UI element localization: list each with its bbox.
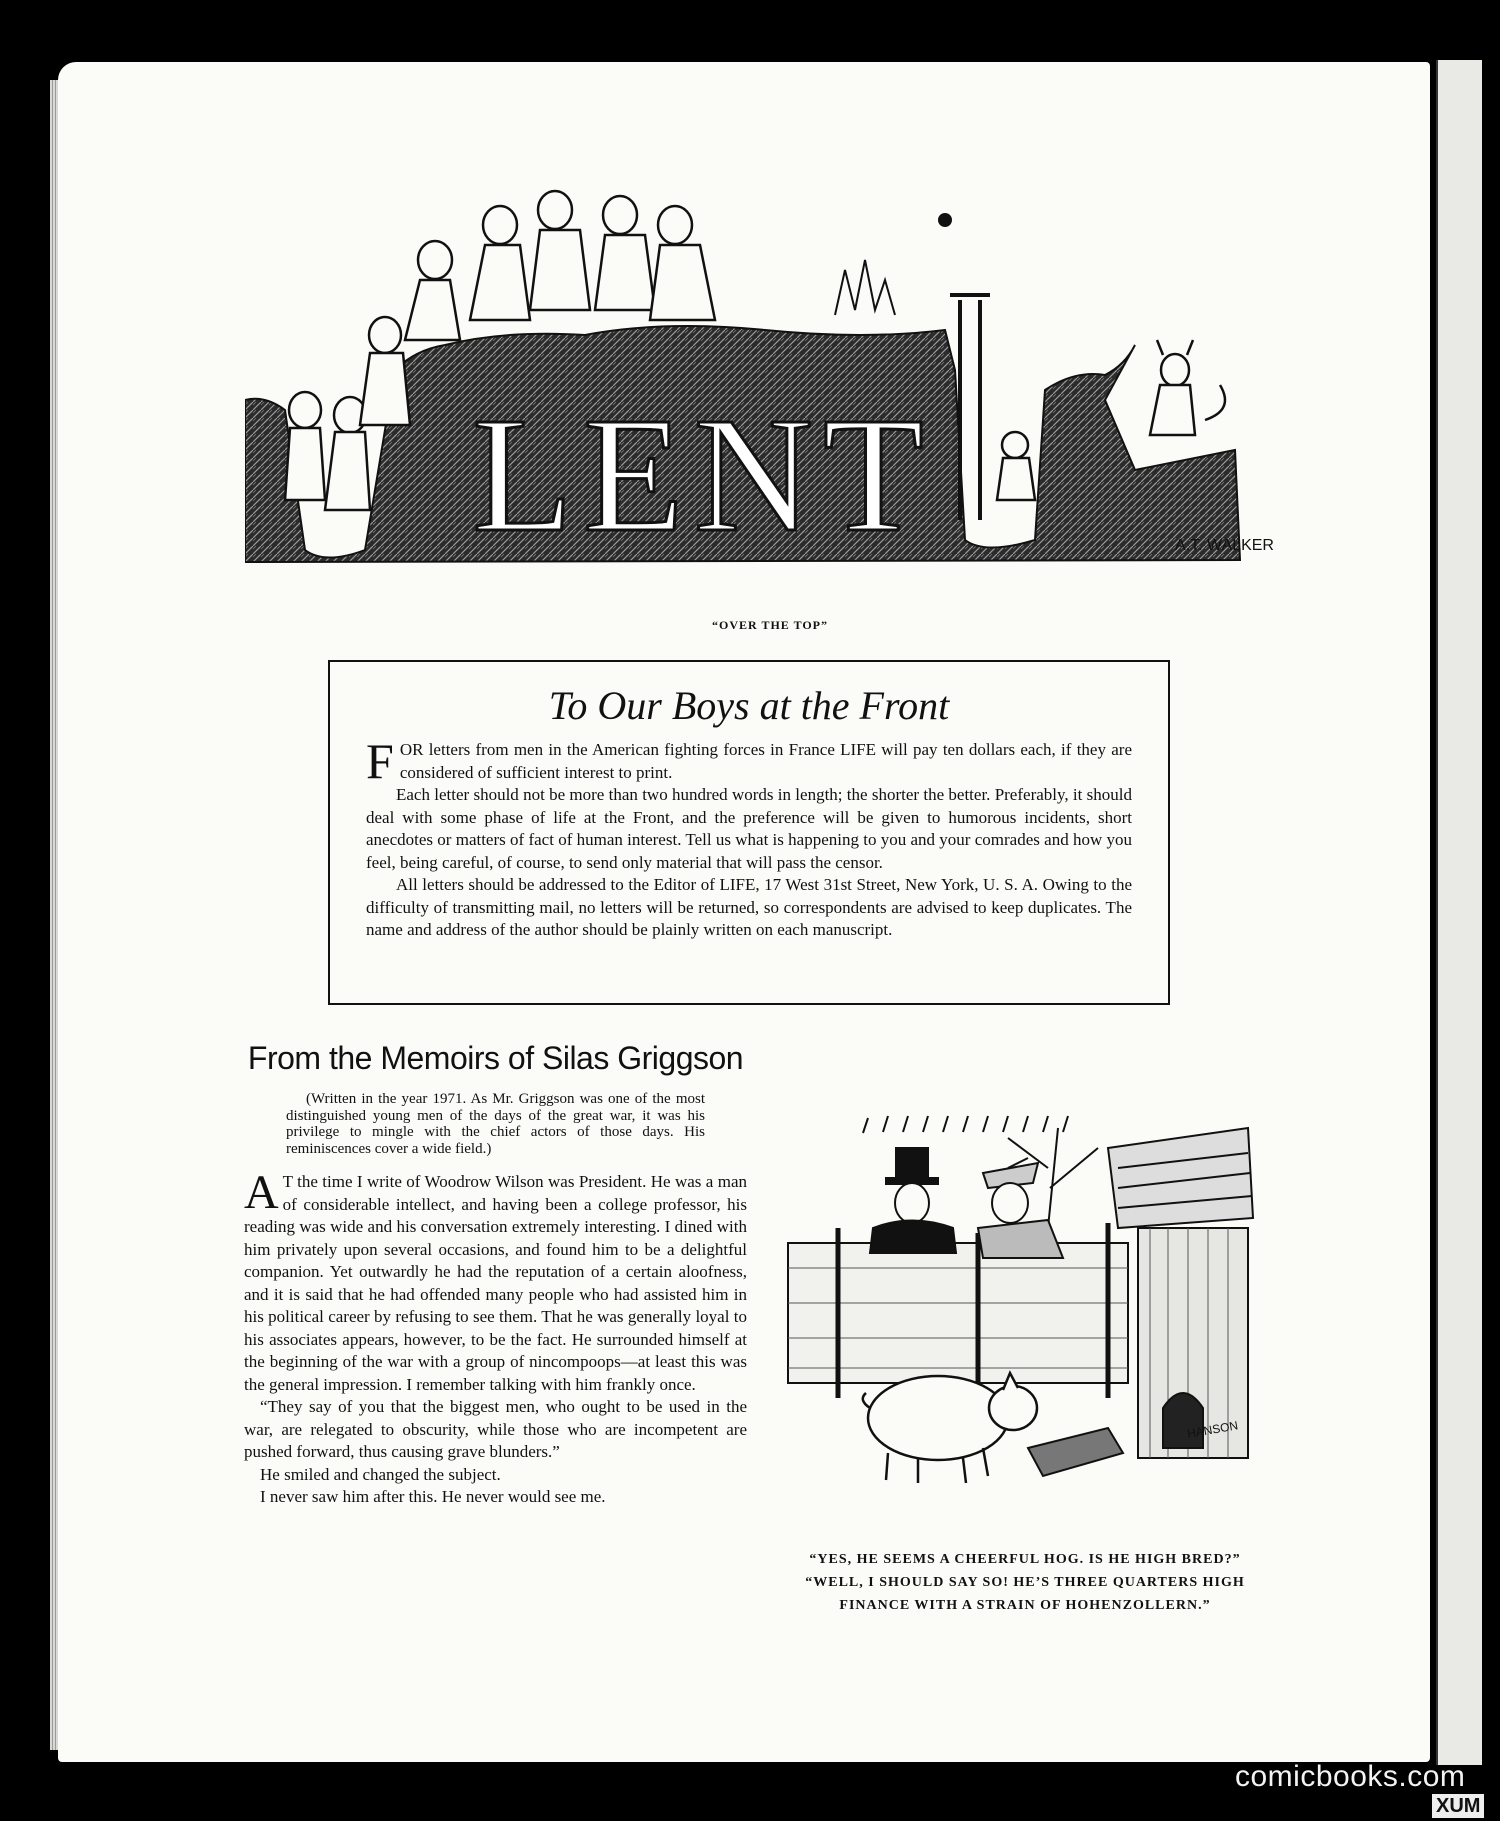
memoir-intro: (Written in the year 1971. As Mr. Griggson was one of the most distinguished young men of the days of the great war, it was his privilege to mingle with the chief actors of those days. His reminiscences cover a wide field.) [286, 1091, 705, 1157]
notice-paragraph-3: All letters should be addressed to the Editor of LIFE, 17 West 31st Street, New York, U. S. A. Owing to the difficulty of transmitting mail, no letters will be returned, so correspondents are advised to keep duplicates. The name and address of the author should be plainly written on each manuscript. [366, 875, 1132, 939]
pig [863, 1373, 1037, 1483]
cherub-figure [997, 432, 1035, 500]
man-top-hat [870, 1148, 956, 1253]
artist-signature: A.T. WALKER [1175, 537, 1274, 554]
cartoon-caption [790, 1548, 1260, 1617]
memoir-body [244, 1166, 747, 1509]
barbed-wire [835, 260, 895, 315]
caption-line-2: “WELL, I SHOULD SAY SO! HE’S THREE QUARTERS HIGH [805, 1575, 1245, 1590]
memoir-paragraph-1 [244, 1166, 747, 1396]
lent-cartoon [245, 170, 1285, 590]
shed-roof [1108, 1128, 1253, 1228]
source-tag: XUM [1432, 1794, 1484, 1818]
memoir-title: From the Memoirs of Silas Griggson [247, 1040, 744, 1076]
notice-p1-text: OR letters from men in the American fighting forces in France LIFE will pay ten dollars each, if they are considered of sufficient interest to print. [399, 740, 1132, 782]
dropcap: F [366, 733, 394, 789]
lent-caption: “OVER THE TOP” [711, 618, 829, 632]
notice-title: To Our Boys at the Front [548, 683, 950, 728]
memoir-article [244, 1040, 747, 1509]
memoir-p1-text: T the time I write of Woodrow Wilson was President. He was a man of considerable intellect, and having been a college professor, his reading was wide and his conversation extremely interesting. I dined with him privately upon several occasions, and found him to be a delightful companion. Yet outwardly he had the reputation of a certain aloofness, and it is said that he had offended many people who had assisted him in his political career by refusing to see them. That he was generally loyal to his associates appears, however, to be the fact. He surrounded himself at the beginning of the war with a group of nincompoops—at least this was the general impression. I remember talking with him frankly once. [244, 1172, 747, 1394]
ball [938, 213, 952, 227]
source-watermark: comicbooks.com [1235, 1760, 1466, 1793]
caption-line-3: FINANCE WITH A STRAIN OF HOHENZOLLERN.” [839, 1598, 1211, 1613]
notice-paragraph-1 [366, 733, 1132, 789]
caption-line-1: “YES, HE SEEMS A CHEERFUL HOG. IS HE HIGH BRED?” [809, 1552, 1241, 1567]
memoir-paragraph-3: He smiled and changed the subject. [260, 1464, 501, 1484]
shed-door [1163, 1393, 1203, 1448]
memoir-paragraph-2: “They say of you that the biggest men, who ought to be used in the war, are relegated to obscurity, while those who are incompetent are pushed forward, thus causing grave blunders.” [244, 1397, 747, 1461]
notice-paragraph-2: Each letter should not be more than two hundred words in length; the shorter the better. Preferably, it should deal with some phase of life at the Front, and the preference will be given to humorous incidents, short anecdotes or matters of fact of human interest. Tell us what is happening to you and your comrades and how you feel, being careful, of course, to send only material that will pass the censor. [366, 785, 1132, 872]
pig-cartoon [778, 1108, 1258, 1498]
rain-strokes [863, 1116, 1068, 1133]
dropcap: A [244, 1166, 279, 1219]
devil-figure [1150, 340, 1225, 435]
memoir-paragraph-4: I never saw him after this. He never would see me. [260, 1487, 606, 1506]
notice-box [328, 660, 1170, 1005]
artist-signature: HANSON [1186, 1418, 1240, 1441]
facing-page-strip [1436, 60, 1482, 1765]
lent-title: LENT [472, 383, 934, 566]
trough [1028, 1428, 1123, 1476]
